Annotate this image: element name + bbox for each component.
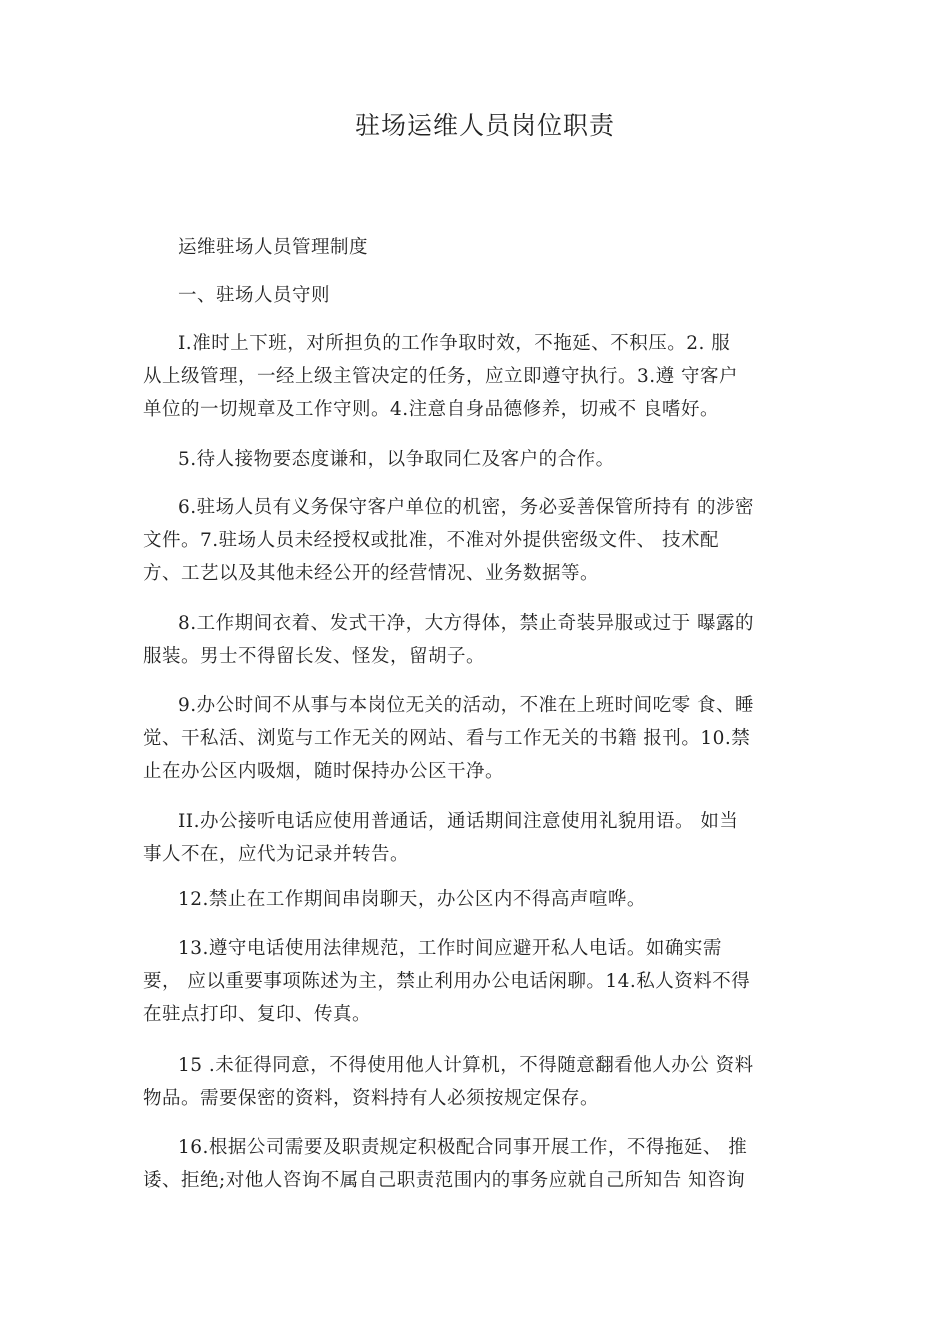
paragraph-line: 服装。男士不得留长发、怪发，留胡子。 bbox=[143, 646, 486, 667]
paragraph-line: I.准时上下班，对所担负的工作争取时效，不拖延、不积压。2. 服 bbox=[178, 333, 731, 354]
paragraph-line: 16.根据公司需要及职责规定积极配合同事开展工作，不得拖延、 推 bbox=[178, 1137, 748, 1158]
document-title: 驻场运维人员岗位职责 bbox=[354, 111, 615, 140]
paragraph-line: 要， 应以重要事项陈述为主，禁止利用办公电话闲聊。14.私人资料不得 bbox=[143, 971, 751, 992]
paragraph-line: 单位的一切规章及工作守则。4.注意自身品德修养，切戒不 良嗜好。 bbox=[143, 399, 720, 420]
paragraph-9 bbox=[143, 1049, 833, 1115]
paragraph-line: 方、工艺以及其他未经公开的经营情况、业务数据等。 bbox=[143, 563, 600, 584]
paragraph-line: 在驻点打印、复印、传真。 bbox=[143, 1004, 372, 1025]
paragraph-line: 觉、干私活、浏览与工作无关的网站、看与工作无关的书籍 报刊。10.禁 bbox=[143, 728, 751, 749]
document-subtitle bbox=[143, 231, 833, 264]
paragraph-line: 物品。需要保密的资料，资料持有人必须按规定保存。 bbox=[143, 1088, 600, 1109]
paragraph-line: 12.禁止在工作期间串岗聊天，办公区内不得高声喧哗。 bbox=[178, 889, 646, 910]
paragraph-line: 从上级管理，一经上级主管决定的任务，应立即遵守执行。3.遵 守客户 bbox=[143, 366, 739, 387]
paragraph-7 bbox=[143, 883, 833, 916]
paragraph-3 bbox=[143, 491, 833, 590]
paragraph-line: 文件。7.驻场人员未经授权或批准，不准对外提供密级文件、 技术配 bbox=[143, 530, 720, 551]
paragraph-10 bbox=[143, 1131, 833, 1197]
paragraph-line: 9.办公时间不从事与本岗位无关的活动，不准在上班时间吃零 食、睡 bbox=[178, 695, 755, 716]
paragraph-line: 5.待人接物要态度谦和，以争取同仁及客户的合作。 bbox=[178, 449, 615, 470]
paragraph-line: 诿、拒绝;对他人咨询不属自己职责范围内的事务应就自己所知告 知咨询 bbox=[143, 1170, 746, 1191]
section-heading bbox=[143, 279, 833, 312]
paragraph-line: 13.遵守电话使用法律规范，工作时间应避开私人电话。如确实需 bbox=[178, 938, 722, 959]
paragraph-line: 8.工作期间衣着、发式干净，大方得体，禁止奇装异服或过于 曝露的 bbox=[178, 613, 755, 634]
paragraph-line: II.办公接听电话应使用普通话，通话期间注意使用礼貌用语。 如当 bbox=[178, 811, 739, 832]
paragraph-line: 事人不在，应代为记录并转告。 bbox=[143, 844, 410, 865]
paragraph-1 bbox=[143, 327, 833, 426]
paragraph-6 bbox=[143, 805, 833, 871]
section-heading-line: 一、驻场人员守则 bbox=[178, 285, 331, 306]
paragraph-4 bbox=[143, 607, 833, 673]
paragraph-2 bbox=[143, 443, 833, 476]
paragraph-line: 6.驻场人员有义务保守客户单位的机密，务必妥善保管所持有 的涉密 bbox=[178, 497, 755, 518]
paragraph-5 bbox=[143, 689, 833, 788]
paragraph-line: 止在办公区内吸烟，随时保持办公区干净。 bbox=[143, 761, 505, 782]
subtitle-line: 运维驻场人员管理制度 bbox=[178, 237, 369, 258]
paragraph-line: 15 .未征得同意，不得使用他人计算机，不得随意翻看他人办公 资料 bbox=[178, 1055, 754, 1076]
paragraph-8 bbox=[143, 932, 833, 1031]
